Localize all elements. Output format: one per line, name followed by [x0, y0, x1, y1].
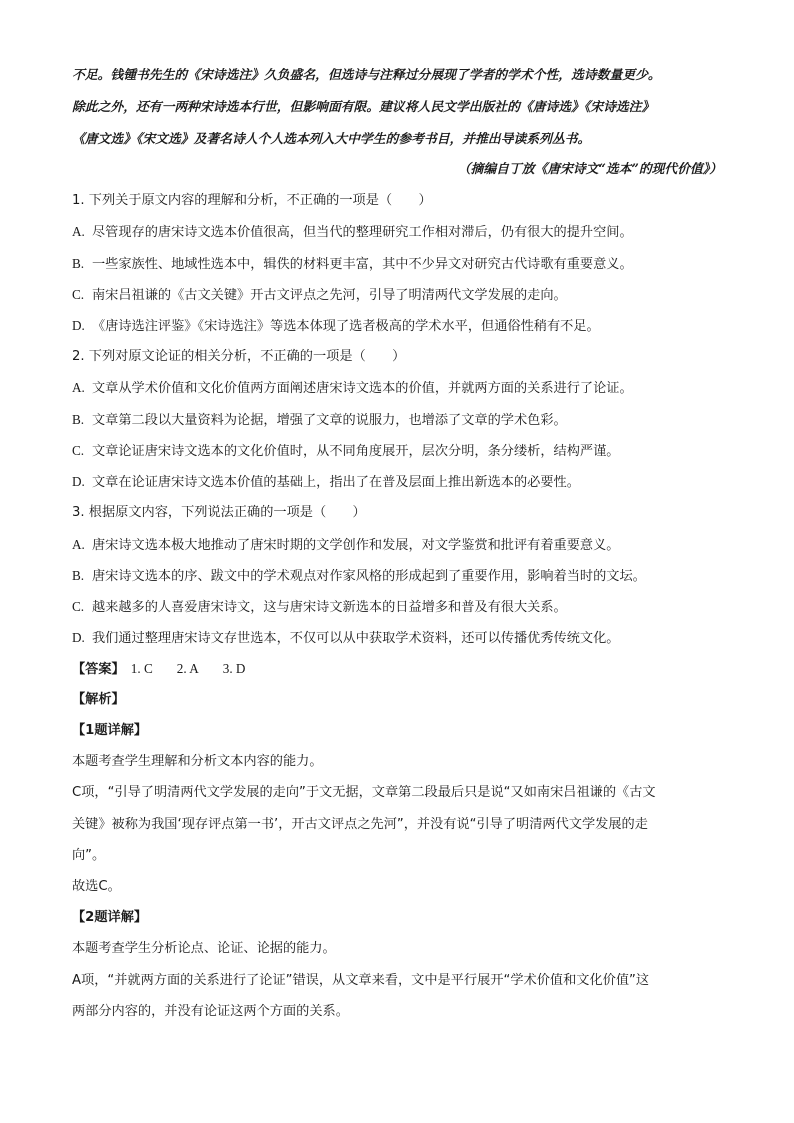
analysis-line: 两部分内容的，并没有论证这两个方面的关系。 [72, 1004, 349, 1019]
analysis-line: C项，“引导了明清两代文学发展的走向”于文无据，文章第二段最后只是说“又如南宋吕祖谦的《古文 [72, 785, 656, 800]
option-label: D. [72, 630, 85, 645]
option-text: 文章从学术价值和文化价值两方面阐述唐宋诗文选本的价值，并就两方面的关系进行了论证。 [92, 381, 633, 396]
option-label: A. [72, 224, 85, 239]
question-stem: 1. 下列关于原文内容的理解和分析，不正确的一项是（ ） [72, 193, 432, 208]
option-text: 文章第二段以大量资料为论据，增强了文章的说服力，也增添了文章的学术色彩。 [92, 413, 567, 428]
option-label: A. [72, 380, 85, 395]
answer-value: 3. D [222, 661, 246, 676]
passage-line: 除此之外，还有一两种宋诗选本行世，但影响面有限。建议将人民文学出版社的《唐诗选》《宋诗选注》 [72, 100, 655, 115]
analysis-line: 向”。 [72, 848, 106, 863]
option-text: 文章在论证唐宋诗文选本价值的基础上，指出了在普及层面上推出新选本的必要性。 [92, 475, 580, 490]
option-d [72, 472, 722, 493]
question-stem: 3. 根据原文内容，下列说法正确的一项是（ ） [72, 505, 366, 520]
analysis-line: 故选C。 [72, 879, 121, 894]
answer-value: 1. C [130, 661, 153, 676]
option-text: 文章论证唐宋诗文选本的文化价值时，从不同角度展开，层次分明，条分缕析，结构严谨。 [92, 444, 620, 459]
option-label: C. [72, 443, 85, 458]
passage-line: 不足。钱锺书先生的《宋诗选注》久负盛名，但选诗与注释过分展现了学者的学术个性，选诗数量更少。 [72, 68, 661, 83]
option-text: 《唐诗选注评鉴》《宋诗选注》等选本体现了选者极高的学术水平，但通俗性稍有不足。 [92, 319, 600, 334]
option-label: C. [72, 599, 85, 614]
option-label: B. [72, 256, 85, 271]
option-a [72, 535, 722, 556]
option-text: 唐宋诗文选本极大地推动了唐宋时期的文学创作和发展，对文学鉴赏和批评有着重要意义。 [92, 538, 620, 553]
answer-tag: 【答案】 [72, 662, 125, 677]
answer-row [72, 659, 722, 680]
option-text: 越来越多的人喜爱唐宋诗文，这与唐宋诗文新选本的日益增多和普及有很大关系。 [92, 600, 567, 615]
option-text: 我们通过整理唐宋诗文存世选本，不仅可以从中获取学术资料，还可以传播优秀传统文化。 [92, 631, 620, 646]
analysis-heading: 【1题详解】 [72, 723, 148, 738]
analysis-tag: 【解析】 [72, 692, 125, 707]
option-b [72, 566, 722, 587]
option-d [72, 628, 722, 649]
analysis-line: A项，“并就两方面的关系进行了论证”错误，从文章来看，文中是平行展开“学术价值和文化价值”这 [72, 973, 650, 988]
option-label: D. [72, 474, 85, 489]
option-a [72, 222, 722, 243]
option-label: D. [72, 318, 85, 333]
option-b [72, 410, 722, 431]
option-label: C. [72, 287, 85, 302]
option-d [72, 316, 722, 337]
analysis-line: 关键》被称为我国‘现存评点第一书’，开古文评点之先河”，并没有说“引导了明清两代文学发展的走 [72, 817, 648, 832]
option-label: A. [72, 537, 85, 552]
passage-source: （摘编自丁放《唐宋诗文“选本”的现代价值》） [457, 162, 722, 177]
analysis-line: 本题考查学生理解和分析文本内容的能力。 [72, 754, 323, 769]
option-text: 唐宋诗文选本的序、跋文中的学术观点对作家风格的形成起到了重要作用，影响着当时的文坛。 [92, 569, 646, 584]
option-text: 一些家族性、地域性选本中，辑佚的材料更丰富，其中不少异文对研究古代诗歌有重要意义。 [92, 257, 633, 272]
option-text: 尽管现存的唐宋诗文选本价值很高，但当代的整理研究工作相对滞后，仍有很大的提升空间。 [92, 225, 633, 240]
option-text: 南宋吕祖谦的《古文关键》开古文评点之先河，引导了明清两代文学发展的走向。 [92, 288, 567, 303]
option-a [72, 378, 722, 399]
option-label: B. [72, 568, 85, 583]
passage-line: 《唐文选》《宋文选》及著名诗人个人选本列入大中学生的参考书目，并推出导读系列丛书。 [72, 132, 591, 147]
option-b [72, 254, 722, 275]
option-label: B. [72, 412, 85, 427]
option-c [72, 285, 722, 306]
option-c [72, 441, 722, 462]
analysis-heading: 【2题详解】 [72, 910, 148, 925]
option-c [72, 597, 722, 618]
answer-value: 2. A [176, 661, 199, 676]
analysis-line: 本题考查学生分析论点、论证、论据的能力。 [72, 941, 336, 956]
question-stem: 2. 下列对原文论证的相关分析，不正确的一项是（ ） [72, 349, 406, 364]
